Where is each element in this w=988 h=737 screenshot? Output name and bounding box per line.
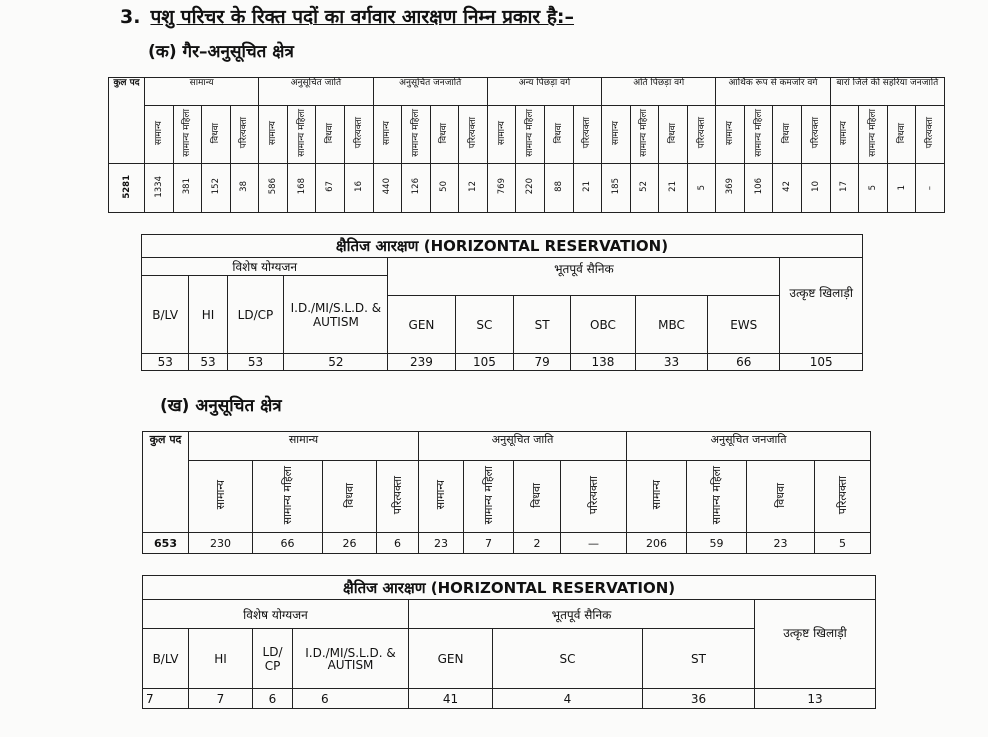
- table-cell: 21: [659, 164, 688, 213]
- col-header: HI: [189, 276, 227, 354]
- table-cell: 50: [430, 164, 459, 213]
- table-cell: 53: [227, 354, 284, 371]
- subcol-header: परित्यक्ता: [815, 461, 871, 533]
- col-header: EWS: [708, 296, 780, 354]
- table-cell: 66: [253, 533, 323, 554]
- subcol-header: सामान्य महिला: [173, 106, 202, 164]
- subcol-header: सामान्य: [189, 461, 253, 533]
- subsection-a-title: (क) गैर–अनुसूचित क्षेत्र: [148, 42, 294, 62]
- subcol-header: परित्यक्ता: [561, 461, 627, 533]
- category-table-a: [108, 77, 945, 213]
- table-cell: 52: [630, 164, 659, 213]
- table-cell: 106: [744, 164, 773, 213]
- table-cell: 6: [253, 689, 293, 709]
- table-cell: —: [561, 533, 627, 554]
- subcol-header: परित्यक्ता: [916, 106, 945, 164]
- subcol-header: सामान्य: [373, 106, 402, 164]
- subcol-header: सामान्य महिला: [744, 106, 773, 164]
- table-cell: 185: [602, 164, 631, 213]
- col-header: SC: [493, 629, 643, 689]
- table-cell: 4: [493, 689, 643, 709]
- table-cell: 53: [189, 354, 227, 371]
- subcol-header: सामान्य महिला: [630, 106, 659, 164]
- table-cell: 53: [142, 354, 189, 371]
- table-cell: 10: [802, 164, 831, 213]
- category-table-b: [142, 431, 871, 554]
- subcol-header: सामान्य: [627, 461, 687, 533]
- exservicemen-group-header: भूतपूर्व सैनिक: [388, 258, 780, 296]
- table-cell: 6: [377, 533, 419, 554]
- total-value: 5281: [109, 164, 145, 213]
- section-title: पशु परिचर के रिक्त पदों का वर्गवार आरक्षण निम्न प्रकार है:–: [150, 6, 575, 28]
- group-header: अनुसूचित जाति: [419, 432, 627, 461]
- subcol-header: विधवा: [659, 106, 688, 164]
- group-header: सामान्य: [145, 78, 259, 106]
- subcol-header: विधवा: [514, 461, 561, 533]
- horizontal-reservation-table-a: [141, 234, 863, 371]
- group-header: अनुसूचित जनजाति: [373, 78, 487, 106]
- table-cell: 239: [388, 354, 455, 371]
- table-cell: 7: [464, 533, 514, 554]
- col-header: GEN: [388, 296, 455, 354]
- table-cell: 13: [755, 689, 876, 709]
- total-posts-header: कुल पद: [109, 78, 145, 164]
- table-cell: 1: [887, 164, 916, 213]
- table-cell: 105: [780, 354, 863, 371]
- subcol-header: सामान्य महिला: [287, 106, 316, 164]
- subcol-header: परित्यक्ता: [687, 106, 716, 164]
- table-cell: 5: [815, 533, 871, 554]
- table-row: [143, 689, 876, 709]
- subcol-header: विधवा: [202, 106, 231, 164]
- subcol-header: सामान्य: [259, 106, 288, 164]
- subcol-header: परित्यक्ता: [344, 106, 373, 164]
- subcol-header: परित्यक्ता: [459, 106, 488, 164]
- table-row: [143, 533, 871, 554]
- table-cell: 67: [316, 164, 345, 213]
- subsection-b-title: (ख) अनुसूचित क्षेत्र: [160, 396, 282, 416]
- subcol-header: सामान्य: [830, 106, 859, 164]
- table-cell: 17: [830, 164, 859, 213]
- table-cell: 769: [487, 164, 516, 213]
- group-header: अति पिछड़ा वर्ग: [602, 78, 716, 106]
- total-posts-header: कुल पद: [143, 432, 189, 533]
- table-cell: 42: [773, 164, 802, 213]
- subcol-header-row: [109, 106, 945, 164]
- subcol-header: सामान्य महिला: [687, 461, 747, 533]
- subcol-header: परित्यक्ता: [573, 106, 602, 164]
- subcol-header: सामान्य: [487, 106, 516, 164]
- col-header: LD/ CP: [253, 629, 293, 689]
- table-cell: 440: [373, 164, 402, 213]
- group-header: आर्थिक रूप से कमजोर वर्ग: [716, 78, 830, 106]
- subcol-header: परित्यक्ता: [230, 106, 259, 164]
- table-cell: 2: [514, 533, 561, 554]
- table-cell: 105: [455, 354, 514, 371]
- table-cell: 220: [516, 164, 545, 213]
- col-header: I.D./MI/S.L.D. & AUTISM: [293, 629, 409, 689]
- subcol-header: विधवा: [316, 106, 345, 164]
- col-header: OBC: [571, 296, 636, 354]
- col-header: ST: [514, 296, 571, 354]
- table-cell: 6: [293, 689, 409, 709]
- table-cell: 12: [459, 164, 488, 213]
- table-cell: 7: [143, 689, 189, 709]
- section-heading: [120, 3, 574, 29]
- table-cell: 5: [687, 164, 716, 213]
- table-cell: 381: [173, 164, 202, 213]
- table-cell: 36: [643, 689, 755, 709]
- sports-header: उत्कृष्ट खिलाड़ी: [780, 258, 863, 354]
- col-header: B/LV: [143, 629, 189, 689]
- col-header: HI: [189, 629, 253, 689]
- subcol-header: विधवा: [887, 106, 916, 164]
- hr-title: क्षैतिज आरक्षण (HORIZONTAL RESERVATION): [143, 576, 876, 600]
- table-row: [109, 164, 945, 213]
- subcol-header: परित्यक्ता: [377, 461, 419, 533]
- subcol-header-row: [143, 461, 871, 533]
- subcol-header: परित्यक्ता: [802, 106, 831, 164]
- table-cell: 23: [419, 533, 464, 554]
- subcol-header: विधवा: [773, 106, 802, 164]
- col-header: ST: [643, 629, 755, 689]
- table-cell: 38: [230, 164, 259, 213]
- table-cell: 152: [202, 164, 231, 213]
- col-header: SC: [455, 296, 514, 354]
- table-cell: 206: [627, 533, 687, 554]
- col-header: LD/CP: [227, 276, 284, 354]
- table-cell: 59: [687, 533, 747, 554]
- table-cell: 16: [344, 164, 373, 213]
- table-cell: 138: [571, 354, 636, 371]
- subcol-header: विधवा: [747, 461, 815, 533]
- table-cell: 586: [259, 164, 288, 213]
- subcol-header: सामान्य महिला: [253, 461, 323, 533]
- subcol-header: सामान्य: [716, 106, 745, 164]
- subcol-header: विधवा: [323, 461, 377, 533]
- group-header: सामान्य: [189, 432, 419, 461]
- subcol-header: सामान्य महिला: [402, 106, 431, 164]
- table-cell: –: [916, 164, 945, 213]
- subcol-header: सामान्य: [145, 106, 174, 164]
- table-cell: 88: [544, 164, 573, 213]
- disabled-group-header: विशेष योग्यजन: [142, 258, 388, 276]
- group-header: अनुसूचित जाति: [259, 78, 373, 106]
- table-cell: 66: [708, 354, 780, 371]
- section-number: 3.: [120, 6, 141, 28]
- table-cell: 33: [635, 354, 707, 371]
- table-cell: 79: [514, 354, 571, 371]
- subcol-header: सामान्य महिला: [516, 106, 545, 164]
- exservicemen-group-header: भूतपूर्व सैनिक: [409, 600, 755, 629]
- table-cell: 52: [284, 354, 388, 371]
- subcol-header: विधवा: [544, 106, 573, 164]
- table-cell: 369: [716, 164, 745, 213]
- horizontal-reservation-table-b: [142, 575, 876, 709]
- hr-title: क्षैतिज आरक्षण (HORIZONTAL RESERVATION): [142, 235, 863, 258]
- table-cell: 7: [189, 689, 253, 709]
- col-header: B/LV: [142, 276, 189, 354]
- col-header: I.D./MI/S.L.D. & AUTISM: [284, 276, 388, 354]
- table-row: [142, 354, 863, 371]
- subcol-header: सामान्य: [602, 106, 631, 164]
- group-header: बारां जिले की सहरिया जनजाति: [830, 78, 944, 106]
- table-cell: 5: [859, 164, 888, 213]
- subcol-header: विधवा: [430, 106, 459, 164]
- table-cell: 1334: [145, 164, 174, 213]
- table-cell: 126: [402, 164, 431, 213]
- subcol-header: सामान्य महिला: [464, 461, 514, 533]
- table-cell: 230: [189, 533, 253, 554]
- group-header: अन्य पिछड़ा वर्ग: [487, 78, 601, 106]
- table-cell: 26: [323, 533, 377, 554]
- table-cell: 41: [409, 689, 493, 709]
- total-value: 653: [143, 533, 189, 554]
- group-header: अनुसूचित जनजाति: [627, 432, 871, 461]
- subcol-header: सामान्य: [419, 461, 464, 533]
- sports-header: उत्कृष्ट खिलाड़ी: [755, 600, 876, 689]
- col-header: MBC: [635, 296, 707, 354]
- subcol-header: सामान्य महिला: [859, 106, 888, 164]
- col-header: GEN: [409, 629, 493, 689]
- disabled-group-header: विशेष योग्यजन: [143, 600, 409, 629]
- table-cell: 23: [747, 533, 815, 554]
- table-cell: 21: [573, 164, 602, 213]
- table-cell: 168: [287, 164, 316, 213]
